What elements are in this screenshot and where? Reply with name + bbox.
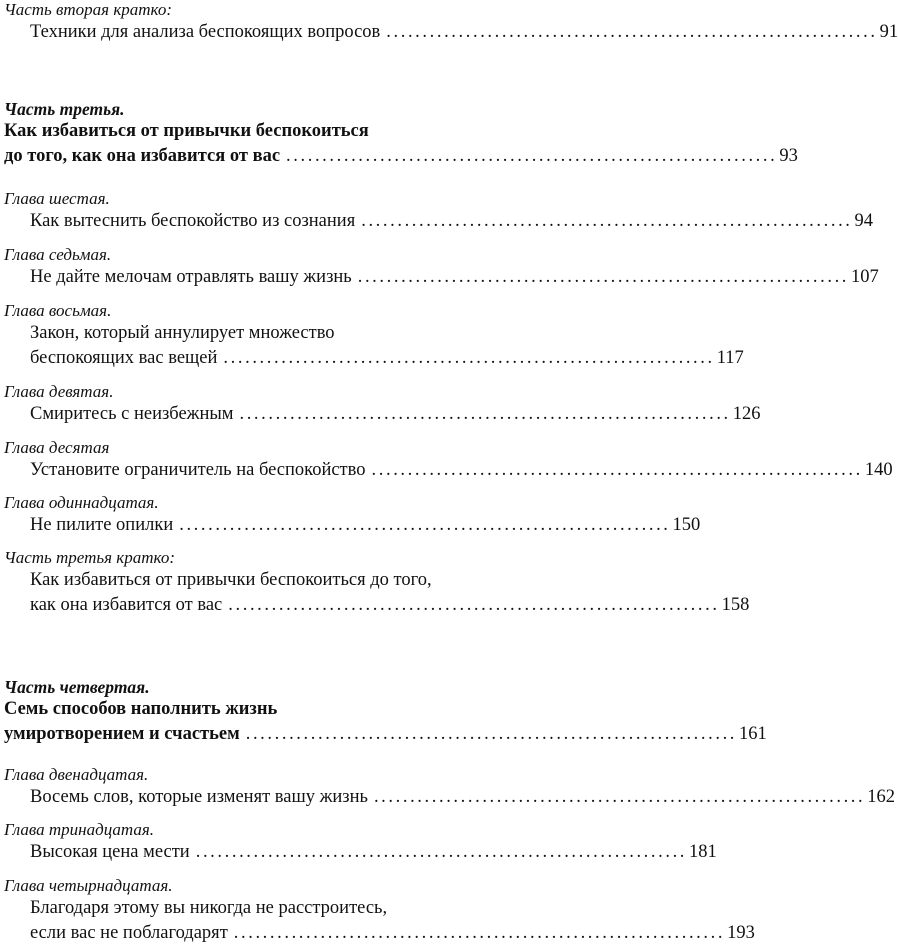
part-title: умиротворением и счастьем [4,724,240,744]
entry-title: Восемь слов, которые изменят вашу жизнь [30,787,368,807]
entry-title: как она избавится от вас [30,595,223,615]
entry-title-line: Закон, который аннулирует множество [30,323,335,343]
toc-entry-ch13 [0,820,717,865]
chapter-label: Глава четырнадцатая. [4,876,173,895]
entry-title: Техники для анализа беспокоящих вопросов [30,22,381,42]
page-number: 91 [879,22,898,42]
chapter-label: Глава тринадцатая. [4,820,155,839]
toc-entry-ch9 [0,382,761,427]
dot-leader: .................................................................... [361,211,853,231]
chapter-label: Глава восьмая. [4,301,112,320]
entry-title: Высокая цена мести [30,842,190,862]
page-number: 126 [732,404,761,424]
entry-title-line [0,402,761,427]
chapter-label: Глава седьмая. [4,245,112,264]
dot-leader: .................................................................... [286,146,778,166]
entry-title-line [0,513,701,538]
page-number: 150 [672,515,701,535]
part-label: Часть четвертая. [4,677,150,697]
entry-title-line [0,785,896,810]
entry-title: Не пилите опилки [30,515,174,535]
dot-leader: .................................................................... [179,515,671,535]
toc-entry-ch7 [0,245,879,290]
entry-title-line [0,346,744,371]
chapter-label: Глава двенадцатая. [4,765,149,784]
dot-leader: .................................................................... [386,22,878,42]
page-number: 162 [867,787,896,807]
entry-title: Не дайте мелочам отравлять вашу жизнь [30,267,352,287]
toc-entry-ch14 [0,876,755,946]
entry-title-line [0,20,898,45]
part-title-line: Семь способов наполнить жизнь [4,699,278,719]
page-number: 107 [851,267,879,287]
entry-title-line: Как избавиться от привычки беспокоиться до того, [30,570,432,590]
page-number: 94 [854,211,874,231]
entry-title-line [0,458,893,483]
page-number: 140 [864,460,893,480]
entry-title: Установите ограничитель на беспокойство [30,460,366,480]
dot-leader: .................................................................... [223,348,715,368]
entry-label: Часть третья кратко: [4,548,175,567]
dot-leader: .................................................................... [371,460,863,480]
dot-leader: .................................................................... [245,724,738,744]
entry-title-line [0,209,874,234]
part-title-line [0,144,798,169]
toc-entry-part2-summary [0,0,898,45]
toc-entry-ch10 [0,438,893,483]
chapter-label: Глава одиннадцатая. [4,493,159,512]
part-title: до того, как она избавится от вас [4,146,281,166]
entry-title: Как вытеснить беспокойство из сознания [30,211,356,231]
page-number: 181 [689,842,717,862]
toc-entry-ch6 [0,189,874,234]
part-title-line [0,722,767,747]
dot-leader: .................................................................... [228,595,720,615]
entry-title-line: Благодаря этому вы никогда не расстроитесь, [30,898,388,918]
page-number: 93 [779,146,798,166]
dot-leader: .................................................................... [239,404,731,424]
entry-title: Смиритесь с неизбежным [30,404,234,424]
chapter-label: Глава шестая. [4,189,110,208]
page-number: 158 [721,595,750,615]
entry-title-line [0,265,879,290]
toc-entry-part3-summary [0,548,750,618]
dot-leader: .................................................................... [233,923,726,943]
entry-title-line [0,593,750,618]
entry-title-line [0,921,755,946]
entry-title-line [0,840,717,865]
page-number: 161 [739,724,767,744]
dot-leader: .................................................................... [373,787,866,807]
entry-label: Часть вторая кратко: [4,0,173,19]
chapter-label: Глава десятая [4,438,110,457]
toc-entry-part3 [0,99,798,169]
chapter-label: Глава девятая. [4,382,114,401]
toc-entry-part4 [0,677,767,747]
page-number: 193 [727,923,755,943]
toc-entry-ch11 [0,493,701,538]
entry-title: беспокоящих вас вещей [30,348,218,368]
toc-entry-ch8 [0,301,744,371]
dot-leader: .................................................................... [195,842,688,862]
page-number: 117 [716,348,744,368]
toc-entry-ch12 [0,765,896,810]
part-title-line: Как избавиться от привычки беспокоиться [4,121,369,141]
part-label: Часть третья. [4,99,125,119]
entry-title: если вас не поблагодарят [30,923,228,943]
dot-leader: .................................................................... [357,267,850,287]
